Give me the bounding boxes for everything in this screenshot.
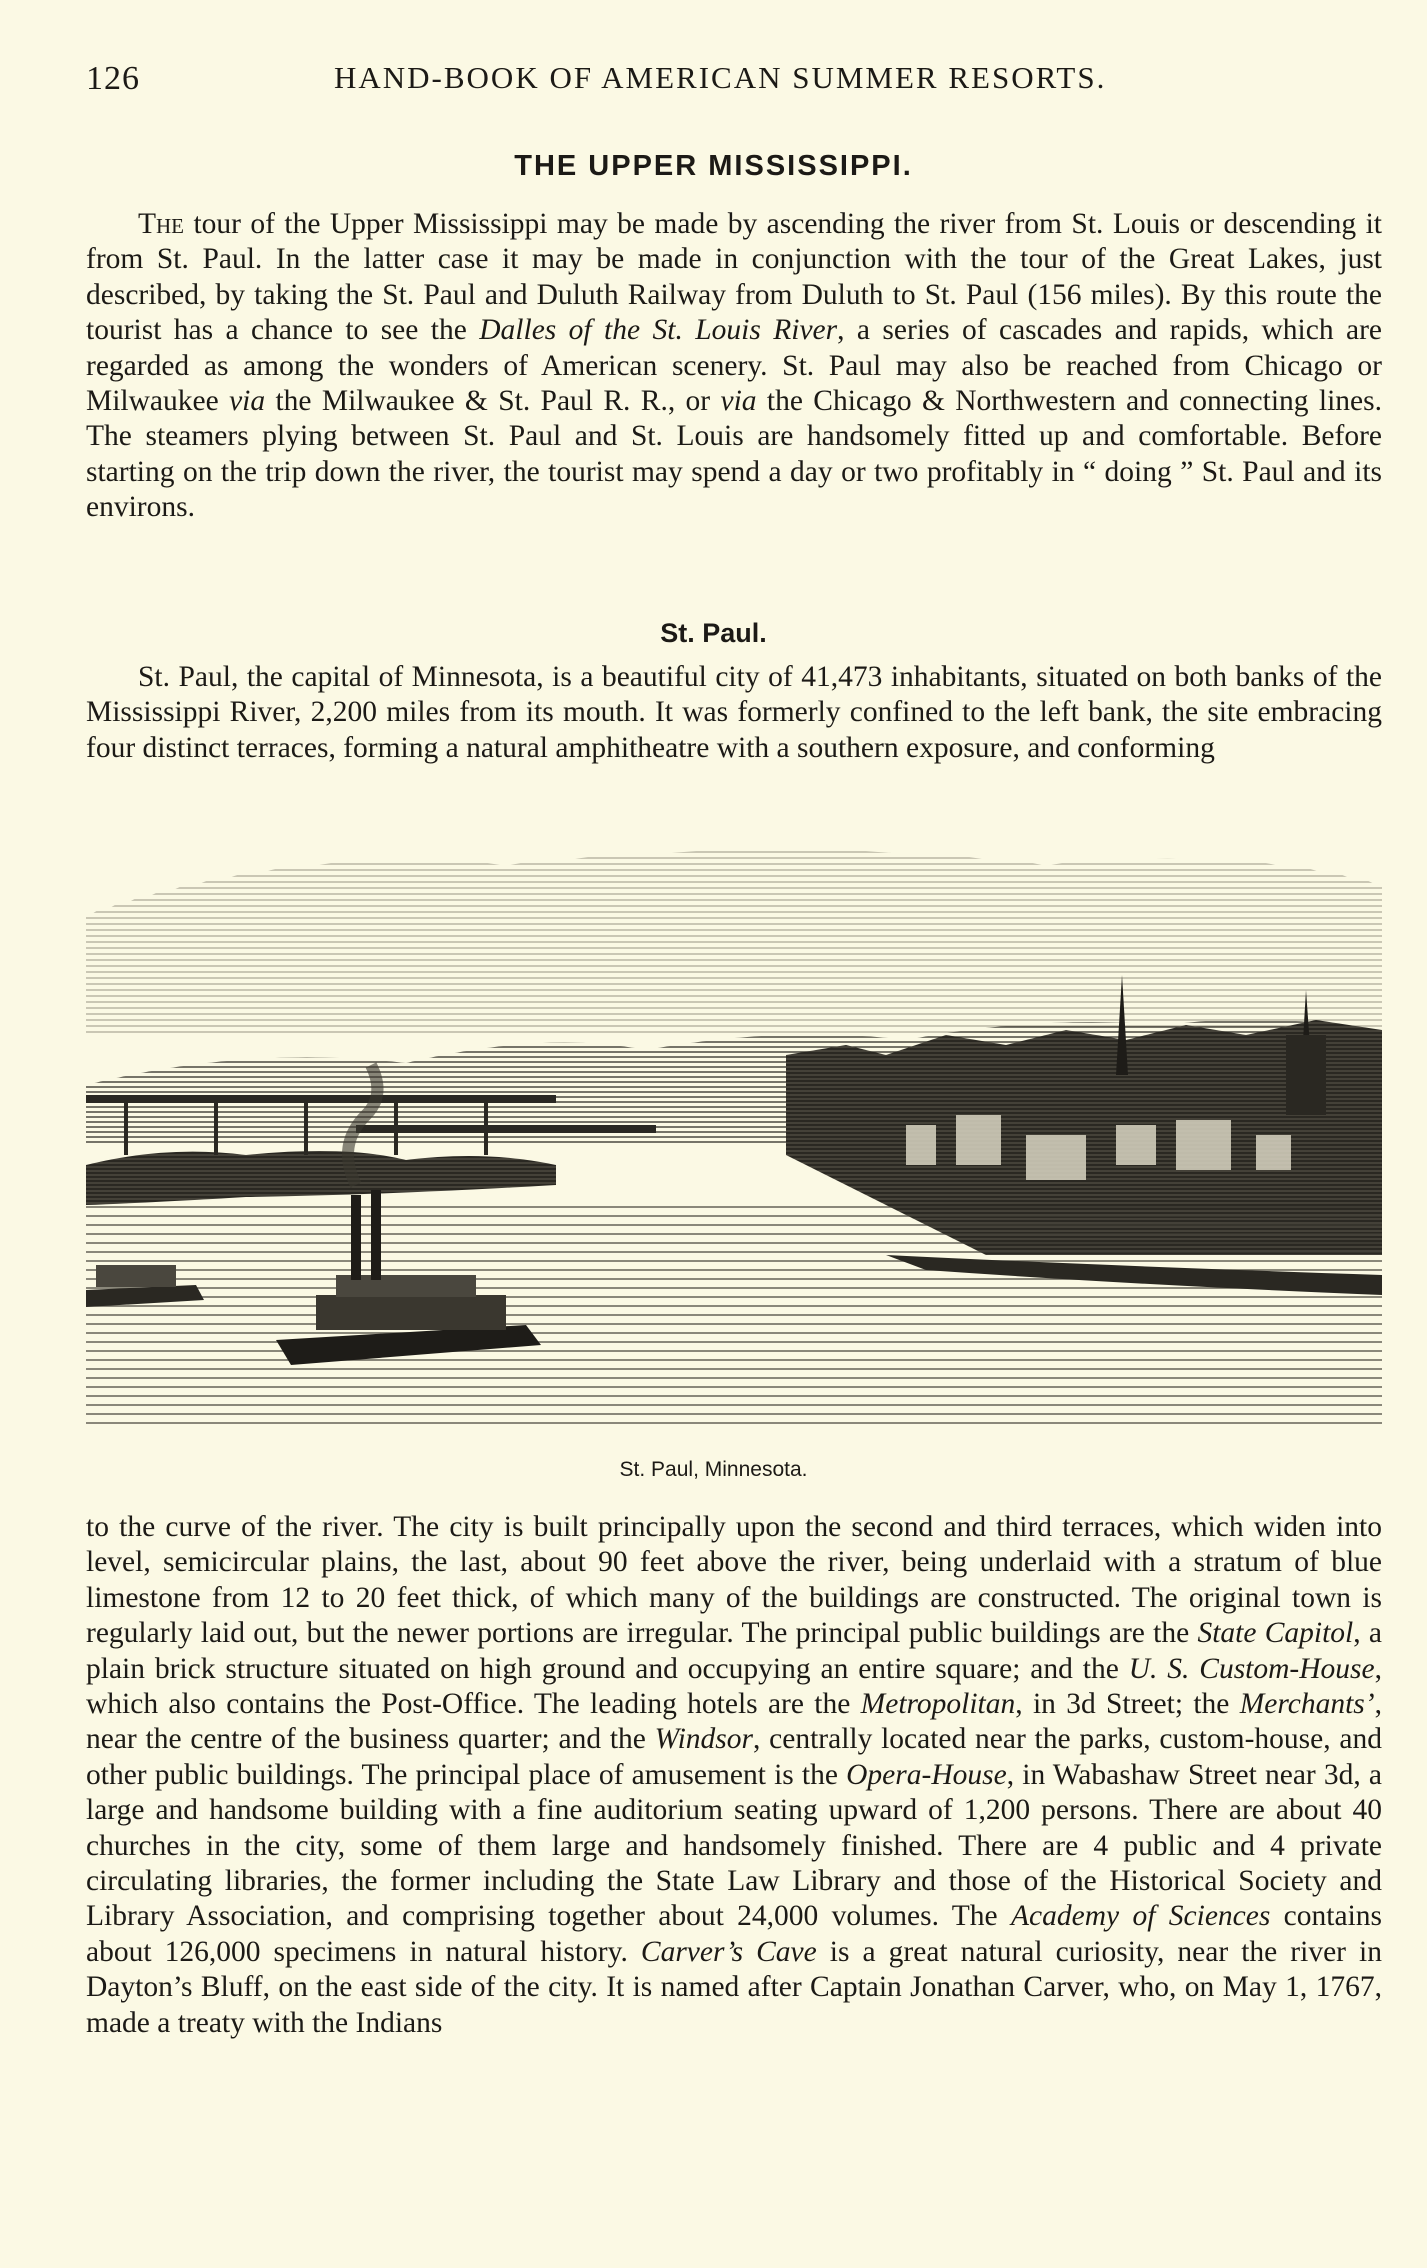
intro-text-3: the Milwaukee & St. Paul R. R., or bbox=[265, 385, 721, 418]
figure-caption: St. Paul, Minnesota. bbox=[619, 1458, 808, 1481]
st-paul-paragraph: St. Paul, the capital of Minnesota, is a beautiful city of 41,473 inhabitants, situated on both banks of the Mississippi River, 2,200 miles from its mouth. It was formerly confined to the left bank, the site embracing four distinct terraces, forming a natural amphitheatre with a southern exposure, and conforming bbox=[86, 661, 1382, 764]
cont-italic-academy: Academy of Sciences bbox=[1011, 1900, 1271, 1933]
engraving-illustration bbox=[86, 825, 1382, 1425]
cont-italic-opera-house: Opera-House bbox=[846, 1758, 1007, 1791]
continuation-paragraph bbox=[86, 1510, 1382, 2041]
cont-italic-merchants: Merchants’ bbox=[1239, 1688, 1375, 1721]
cont-italic-state-capitol: State Capitol bbox=[1197, 1617, 1354, 1650]
page-number: 126 bbox=[86, 60, 140, 97]
cont-text-1: to the curve of the river. The city is built principally upon the second and third terraces, which widen into level, semicircular plains, the last, about 90 feet above the river, being underlaid with a stratum of blue limestone from 12 to 20 feet thick, of which many of the buildings are constructed. The original town is regularly laid out, but the newer portions are irregular. The principal public buildings are the bbox=[86, 1511, 1382, 1650]
cont-italic-carvers-cave: Carver’s Cave bbox=[640, 1935, 817, 1968]
cont-text-3: , which also contains the Post-Office. The leading hotels are the bbox=[86, 1652, 1382, 1721]
cont-text-8: contains about 126,000 specimens in natural history. bbox=[86, 1900, 1382, 1968]
st-paul-heading: St. Paul. bbox=[660, 618, 767, 648]
cont-text-5: , near the centre of the business quarter; and the bbox=[86, 1688, 1382, 1756]
cont-italic-metropolitan: Metropolitan bbox=[860, 1688, 1016, 1721]
intro-lead-word: The bbox=[138, 208, 185, 240]
intro-italic-dalles: Dalles of the St. Louis River bbox=[479, 314, 838, 347]
intro-text-2: , a series of cascades and rapids, which are regarded as among the wonders of American scenery. St. Paul may also be reached from Chicago or Milwaukee bbox=[86, 314, 1382, 418]
cont-italic-windsor: Windsor bbox=[654, 1723, 754, 1756]
running-head bbox=[86, 60, 1386, 104]
cont-text-6: , centrally located near the parks, custom-house, and other public buildings. The principal place of amusement is the bbox=[86, 1723, 1382, 1791]
cont-text-4: , in 3d Street; the bbox=[1015, 1688, 1240, 1721]
cont-italic-custom-house: U. S. Custom-House bbox=[1128, 1652, 1375, 1685]
intro-italic-via-2: via bbox=[720, 385, 757, 418]
cont-text-9: is a great natural curiosity, near the river in Dayton’s Bluff, on the east side of the city. It is named after Captain Jonathan Carver, who, on May 1, 1767, made a treaty with the Indians bbox=[86, 1935, 1382, 2039]
st-paul-engraving bbox=[86, 825, 1382, 1425]
cont-text-7: , in Wabashaw Street near 3d, a large and handsome building with a fine auditorium seating upward of 1,200 persons. There are about 40 churches in the city, some of them large and handsomely finished. There are 4 public and 4 private circulating libraries, the former including the State Law Library and those of the Historical Society and Library Association, and comprising together about 24,000 volumes. The bbox=[86, 1758, 1383, 1933]
intro-italic-via-1: via bbox=[229, 385, 266, 418]
cont-text-2: , a plain brick structure situated on high ground and occupying an entire square; and the bbox=[86, 1617, 1383, 1685]
intro-text-4: the Chicago & Northwestern and connecting lines. The steamers plying between St. Paul and St. Louis are handsomely fitted up and comfortable. Before starting on the trip down the river, the tourist may spend a day or two profitably in “ doing ” St. Paul and its environs. bbox=[86, 385, 1382, 524]
running-title: HAND-BOOK OF AMERICAN SUMMER RESORTS. bbox=[334, 60, 1107, 95]
section-title: THE UPPER MISSISSIPPI. bbox=[514, 150, 913, 182]
intro-paragraph bbox=[86, 207, 1382, 526]
intro-text-1: tour of the Upper Mississippi may be made by ascending the river from St. Louis or descending it from St. Paul. In the latter case it may be made in conjunction with the tour of the Great Lakes, just described, by taking the St. Paul and Duluth Railway from Duluth to St. Paul (156 miles). By this route the tourist has a chance to see the bbox=[86, 208, 1382, 347]
